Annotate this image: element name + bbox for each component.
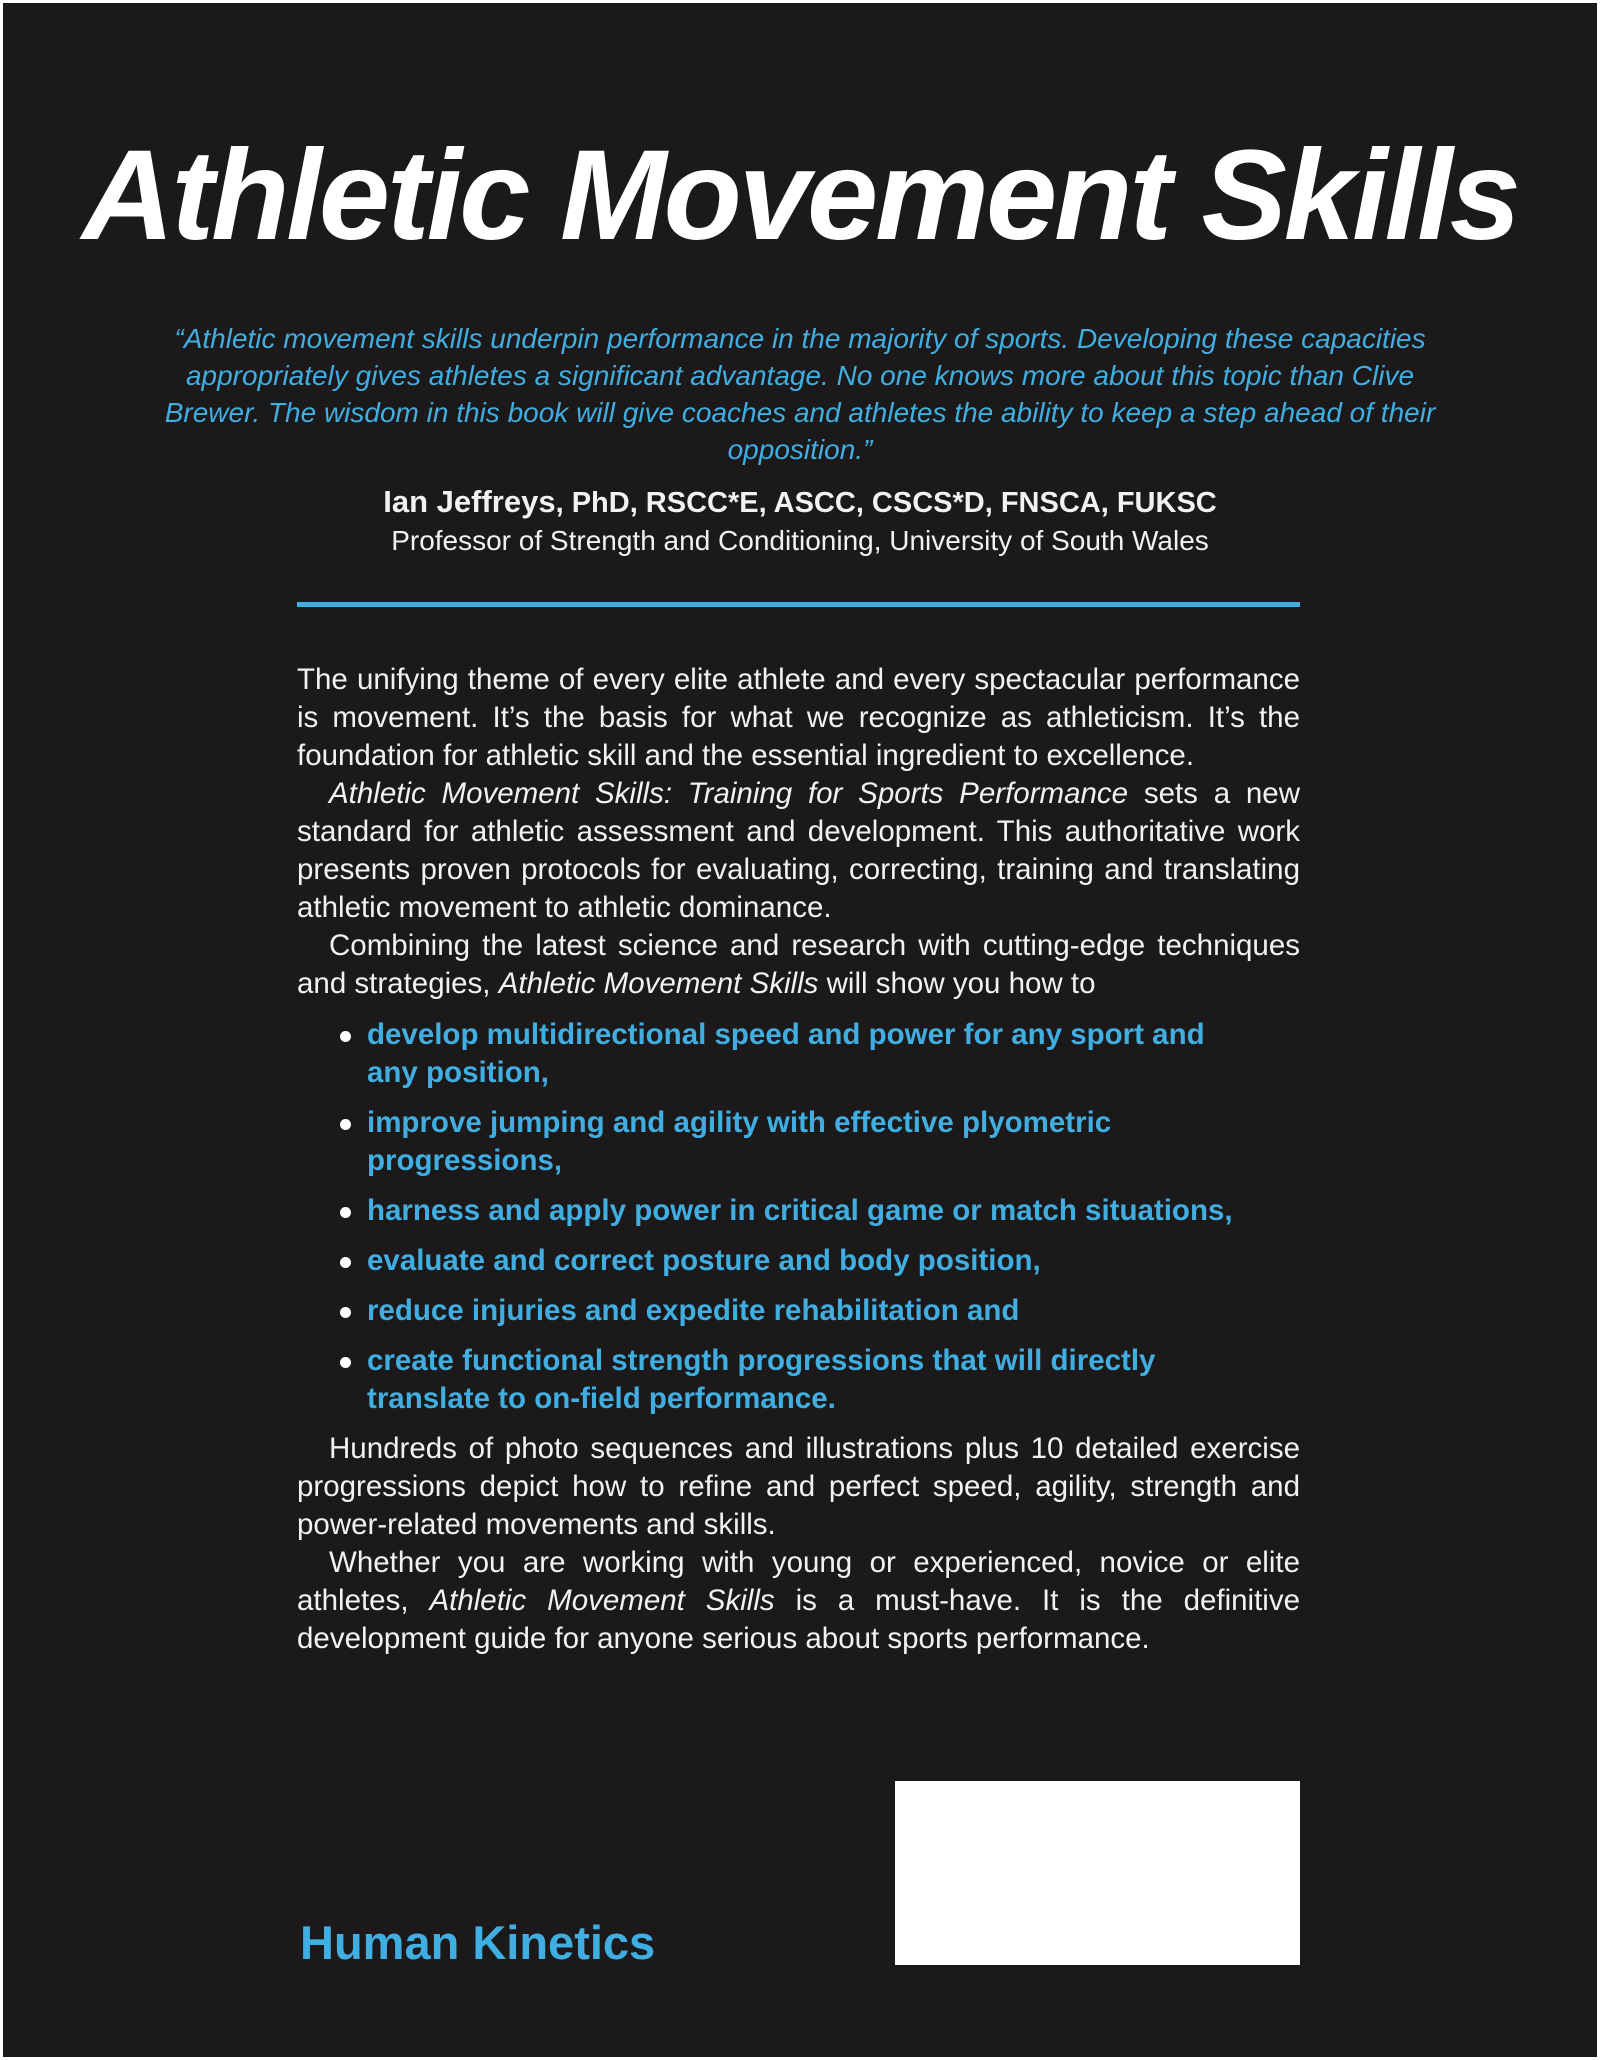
list-item (297, 1292, 1300, 1330)
endorsement-quote: “Athletic movement skills underpin performance in the majority of sports. Developing these capacities appropriately gives athletes a significant advantage. No one knows more about this topic than Clive Brewer. The wisdom in this book will give coaches and athletes the ability to keep a step ahead of their opposition.” (164, 323, 1436, 465)
list-item (297, 1016, 1300, 1092)
description-paragraph-5 (297, 1544, 1300, 1658)
description-paragraph-2 (297, 775, 1300, 927)
book-description (297, 661, 1300, 1658)
book-title-reference: Athletic Movement Skills (429, 1584, 775, 1617)
paragraph-text: is a must-have. It is the definitive development guide for anyone serious about sports performance. (297, 1584, 1300, 1655)
paragraph-text: will show you how to (818, 967, 1096, 1000)
list-item-text: reduce injuries and expedite rehabilitation and (367, 1294, 1020, 1327)
book-title: Athletic Movement Skills (82, 124, 1518, 267)
description-paragraph-4: Hundreds of photo sequences and illustrations plus 10 detailed exercise progressions depict how to refine and perfect speed, agility, strength and power-related movements and skills. (297, 1432, 1300, 1541)
endorser-position: Professor of Strength and Conditioning, University of South Wales (391, 525, 1209, 556)
list-item (297, 1342, 1300, 1418)
paragraph-text: Whether you are working with young or experienced, novice or elite athletes, (297, 1546, 1300, 1617)
list-item (297, 1192, 1300, 1230)
benefits-list (297, 1016, 1300, 1418)
bullet-icon (340, 1031, 351, 1042)
publisher-logo-text: Human Kinetics (300, 1916, 656, 1969)
description-paragraph-1: The unifying theme of every elite athlete and every spectacular performance is movement. It’s the basis for what we recognize as athleticism. It’s the foundation for athletic skill and the essential ingredient to excellence. (297, 663, 1300, 772)
list-item (297, 1242, 1300, 1280)
book-title-reference: Athletic Movement Skills (498, 967, 819, 1000)
bullet-icon (340, 1307, 351, 1318)
list-item-text: evaluate and correct posture and body position, (367, 1244, 1041, 1277)
bullet-icon (340, 1257, 351, 1268)
description-paragraph-3 (297, 927, 1300, 1003)
endorser-name: Ian Jeffreys (383, 484, 556, 519)
list-item-text: harness and apply power in critical game or match situations, (367, 1194, 1233, 1227)
bullet-icon (340, 1357, 351, 1368)
paragraph-text: sets a new standard for athletic assessment and development. This authoritative work presents proven protocols for evaluating, correcting, training and translating athletic movement to athletic dominance. (297, 777, 1300, 924)
endorser-name-line (153, 483, 1447, 522)
barcode-area (895, 1781, 1300, 1965)
bullet-icon (340, 1207, 351, 1218)
list-item-text: create functional strength progressions that will directly translate to on-field performance. (367, 1344, 1156, 1415)
list-item-text: develop multidirectional speed and power for any sport and any position, (367, 1018, 1205, 1089)
endorsement-attribution (153, 483, 1447, 559)
list-item-text: improve jumping and agility with effective plyometric progressions, (367, 1106, 1112, 1177)
paragraph-text: Combining the latest science and research with cutting-edge techniques and strategies, (297, 929, 1300, 1000)
endorser-credentials: , PhD, RSCC*E, ASCC, CSCS*D, FNSCA, FUKSC (555, 487, 1217, 519)
bullet-icon (340, 1119, 351, 1130)
list-item (297, 1104, 1300, 1180)
section-divider (297, 602, 1300, 607)
book-title-reference: Athletic Movement Skills: Training for Sports Performance (329, 777, 1129, 810)
book-back-cover (3, 3, 1597, 2057)
